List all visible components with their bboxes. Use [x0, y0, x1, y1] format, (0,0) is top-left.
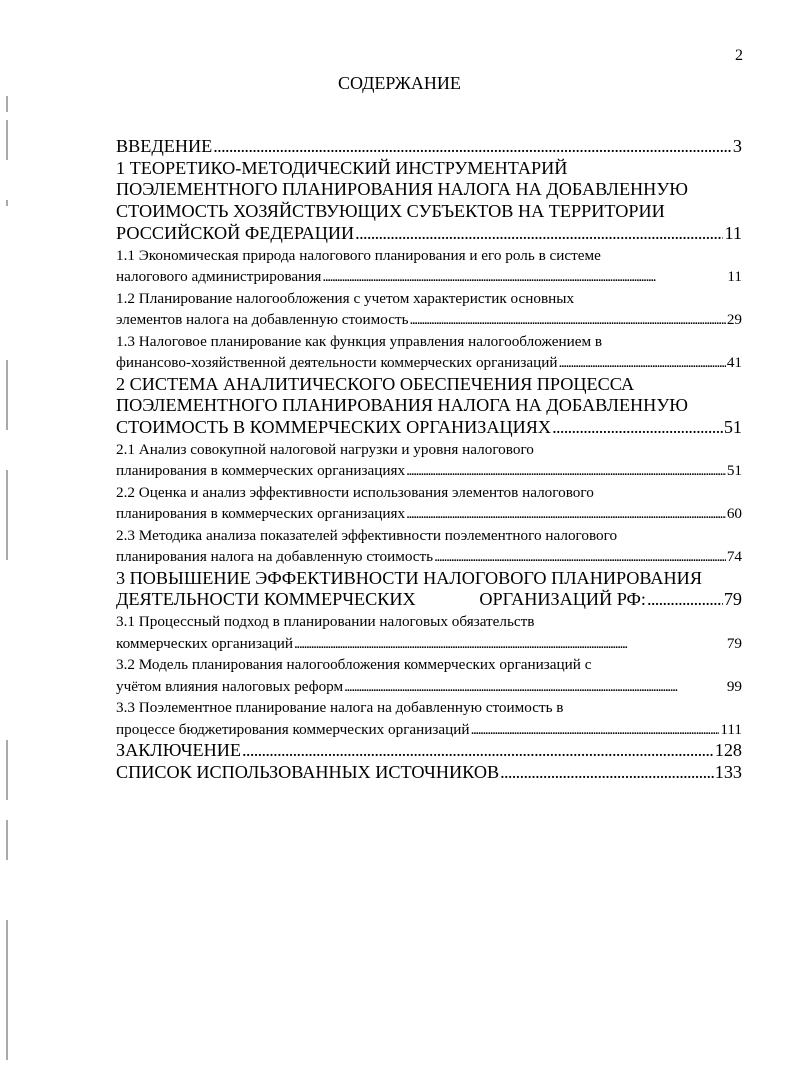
toc-leader-dots [242, 740, 714, 762]
toc-page-number: 111 [720, 720, 742, 738]
toc-entry-last-line [116, 417, 742, 439]
toc-entry-line: 2.1 Анализ совокупной налоговой нагрузки и уровня налогового [116, 440, 534, 458]
toc-leader-dots [434, 546, 726, 568]
toc-entry-last-line [116, 762, 742, 784]
toc-entry-line: 3 ПОВЫШЕНИЕ ЭФФЕКТИВНОСТИ НАЛОГОВОГО ПЛАНИРОВАНИЯ [116, 567, 702, 588]
toc-entry-last-line [116, 460, 742, 482]
toc-leader-dots [406, 460, 726, 482]
toc-page-number: 79 [726, 634, 742, 652]
toc-entry-text: финансово-хозяйственной деятельности коммерческих организаций [116, 354, 558, 372]
toc-entry-text: процессе бюджетирования коммерческих организаций [116, 720, 470, 738]
toc-page-number: 128 [714, 740, 742, 761]
toc-leader-dots [558, 352, 725, 374]
toc-entry-line: 1.3 Налоговое планирование как функция управления налогообложением в [116, 332, 603, 350]
toc-entry-last-line [116, 740, 742, 762]
toc-entry [116, 374, 742, 439]
toc-entry-line: ПОЭЛЕМЕНТНОГО ПЛАНИРОВАНИЯ НАЛОГА НА ДОБАВЛЕННУЮ [116, 395, 688, 416]
toc-entry-line: ПОЭЛЕМЕНТНОГО ПЛАНИРОВАНИЯ НАЛОГА НА ДОБАВЛЕННУЮ [116, 179, 688, 200]
toc-entry-text: планирования в коммерческих организациях [116, 505, 406, 523]
toc-entry [116, 697, 742, 740]
toc-entry-text: ВВЕДЕНИЕ [116, 136, 213, 156]
toc-entry-last-line [116, 136, 742, 158]
toc-entry [116, 740, 742, 762]
toc-entry-text: СПИСОК ИСПОЛЬЗОВАННЫХ ИСТОЧНИКОВ [116, 761, 500, 782]
toc-entry-last-line [116, 352, 742, 374]
toc-leader-dots [552, 417, 723, 439]
toc-page-number: 60 [726, 505, 742, 523]
toc-page-number: 74 [726, 548, 742, 566]
toc-entry-line: 1 ТЕОРЕТИКО-МЕТОДИЧЕСКИЙ ИНСТРУМЕНТАРИЙ [116, 157, 568, 178]
toc-entry [116, 245, 742, 288]
toc-entry-line: 3.1 Процессный подход в планировании налоговых обязательств [116, 613, 535, 631]
toc-page-number: 41 [726, 354, 742, 372]
toc-page-number: 133 [714, 761, 742, 782]
toc-leader-dots [410, 309, 726, 331]
toc-entry [116, 331, 742, 374]
toc-entry [116, 525, 742, 568]
toc-entry-line: 2 СИСТЕМА АНАЛИТИЧЕСКОГО ОБЕСПЕЧЕНИЯ ПРОЦЕССА [116, 373, 635, 394]
toc-entry [116, 611, 742, 654]
toc-leader-dots [471, 719, 720, 741]
toc-entry-line: СТОИМОСТЬ ХОЗЯЙСТВУЮЩИХ СУБЪЕКТОВ НА ТЕРРИТОРИИ [116, 201, 665, 222]
toc-entry-last-line [116, 589, 742, 611]
toc-entry-text: учётом влияния налоговых реформ [116, 677, 344, 695]
toc-entry-line: 2.3 Методика анализа показателей эффективности поэлементного налогового [116, 526, 618, 544]
toc-entry-text: СТОИМОСТЬ В КОММЕРЧЕСКИХ ОРГАНИЗАЦИЯХ [116, 416, 552, 437]
toc-entry-last-line [116, 546, 742, 568]
toc-page-number: 99 [726, 677, 742, 695]
scan-edge-marks [0, 0, 22, 1083]
table-of-contents [116, 136, 742, 783]
page-number: 2 [735, 47, 743, 64]
toc-leader-dots [647, 589, 723, 611]
toc-page-number: 29 [726, 311, 742, 329]
toc-entry-text: ДЕЯТЕЛЬНОСТИ КОММЕРЧЕСКИХ ОРГАНИЗАЦИЙ РФ: [116, 589, 646, 610]
toc-page-number: 51 [726, 462, 742, 480]
toc-entry-line: 1.1 Экономическая природа налогового планирования и его роль в системе [116, 246, 601, 264]
page-title: СОДЕРЖАНИЕ [338, 73, 461, 93]
toc-entry-last-line [116, 633, 742, 655]
toc-entry-line: 3.2 Модель планирования налогообложения коммерческих организаций с [116, 656, 592, 674]
toc-page-number: 79 [723, 589, 742, 610]
toc-leader-dots [500, 762, 714, 784]
toc-entry [116, 762, 742, 784]
toc-entry-line: 2.2 Оценка и анализ эффективности использования элементов налогового [116, 483, 594, 501]
toc-entry-last-line [116, 719, 742, 741]
toc-leader-dots [355, 223, 723, 245]
toc-leader-dots [344, 676, 726, 698]
toc-entry-text: ЗАКЛЮЧЕНИЕ [116, 740, 242, 761]
toc-entry-text: элементов налога на добавленную стоимость [116, 311, 409, 329]
toc-leader-dots [213, 136, 732, 158]
toc-entry [116, 288, 742, 331]
toc-entry [116, 482, 742, 525]
toc-entry-last-line [116, 266, 742, 288]
toc-page-number: 51 [723, 416, 742, 437]
toc-page-number: 3 [732, 136, 742, 156]
toc-entry-last-line [116, 676, 742, 698]
toc-entry-text: коммерческих организаций [116, 634, 294, 652]
toc-entry-text: планирования налога на добавленную стоимость [116, 548, 434, 566]
toc-page-number: 11 [724, 222, 742, 243]
toc-leader-dots [322, 266, 726, 288]
toc-page-number: 11 [727, 268, 742, 286]
toc-entry [116, 568, 742, 611]
toc-entry-line: 1.2 Планирование налогообложения с учетом характеристик основных [116, 289, 575, 307]
toc-entry-last-line [116, 223, 742, 245]
toc-entry-last-line [116, 503, 742, 525]
toc-entry [116, 439, 742, 482]
toc-entry-text: РОССИЙСКОЙ ФЕДЕРАЦИИ [116, 222, 355, 243]
toc-entry-text: планирования в коммерческих организациях [116, 462, 406, 480]
toc-entry [116, 654, 742, 697]
toc-entry-text: налогового администрирования [116, 268, 322, 286]
toc-entry [116, 158, 742, 245]
toc-leader-dots [406, 503, 726, 525]
toc-entry-last-line [116, 309, 742, 331]
toc-entry-line: 3.3 Поэлементное планирование налога на добавленную стоимость в [116, 699, 564, 717]
toc-entry [116, 136, 742, 158]
toc-leader-dots [294, 633, 726, 655]
